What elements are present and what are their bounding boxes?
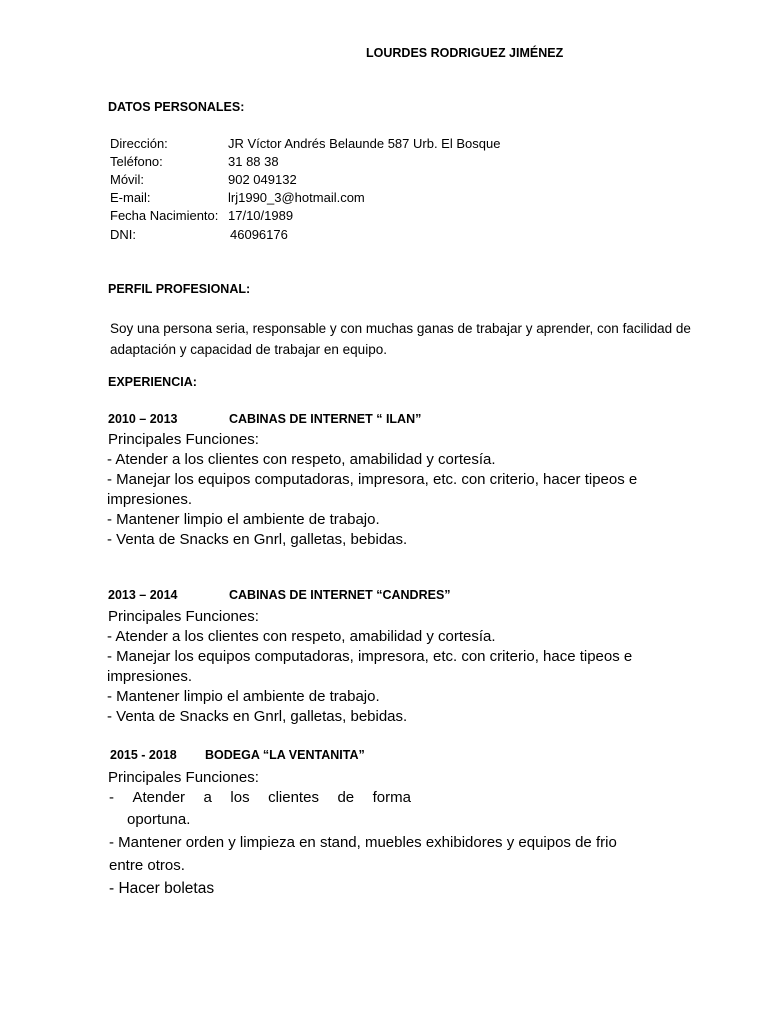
function-line: impresiones. xyxy=(107,491,193,508)
function-line: oportuna. xyxy=(127,811,191,828)
phone-label: Teléfono: xyxy=(110,154,163,169)
word: forma xyxy=(372,789,411,806)
function-line: - Mantener limpio el ambiente de trabajo. xyxy=(107,511,380,528)
job-company: CABINAS DE INTERNET “ ILAN” xyxy=(229,412,422,426)
word: Atender xyxy=(132,789,186,806)
function-line: - Mantener limpio el ambiente de trabajo. xyxy=(107,688,380,705)
email-value: lrj1990_3@hotmail.com xyxy=(228,190,365,205)
profile-heading: PERFIL PROFESIONAL: xyxy=(108,282,251,296)
experience-heading: EXPERIENCIA: xyxy=(108,375,197,389)
function-line-justified xyxy=(109,789,411,806)
functions-title: Principales Funciones: xyxy=(108,608,259,625)
address-label: Dirección: xyxy=(110,136,168,151)
dni-label: DNI: xyxy=(110,227,136,242)
word: - xyxy=(109,789,114,806)
profile-text: Soy una persona seria, responsable y con muchas ganas de trabajar y aprender, con facilidad de adaptación y capacidad de trabajar en equipo. xyxy=(110,321,691,357)
phone-value: 31 88 38 xyxy=(228,154,279,169)
dni-value: 46096176 xyxy=(230,227,288,242)
functions-title: Principales Funciones: xyxy=(108,769,259,786)
function-line: impresiones. xyxy=(107,668,193,685)
address-value: JR Víctor Andrés Belaunde 587 Urb. El Bosque xyxy=(228,136,501,151)
word: a xyxy=(203,789,212,806)
function-line: - Manejar los equipos computadoras, impresora, etc. con criterio, hacer tipeos e xyxy=(107,471,638,488)
job-years: 2013 – 2014 xyxy=(108,588,178,602)
mobile-value: 902 049132 xyxy=(228,172,297,187)
mobile-label: Móvil: xyxy=(110,172,144,187)
email-label: E-mail: xyxy=(110,190,151,205)
birthdate-value: 17/10/1989 xyxy=(228,208,294,223)
job-company: BODEGA “LA VENTANITA” xyxy=(205,748,365,762)
function-line: - Hacer boletas xyxy=(109,880,215,897)
function-line: - Venta de Snacks en Gnrl, galletas, bebidas. xyxy=(107,708,408,725)
function-line: - Manejar los equipos computadoras, impresora, etc. con criterio, hace tipeos e xyxy=(107,648,633,665)
function-line: - Mantener orden y limpieza en stand, muebles exhibidores y equipos de frio xyxy=(109,834,617,851)
function-line: entre otros. xyxy=(109,857,185,874)
birthdate-label: Fecha Nacimiento: xyxy=(110,208,219,223)
function-line: - Venta de Snacks en Gnrl, galletas, bebidas. xyxy=(107,531,408,548)
word: clientes xyxy=(268,789,319,806)
function-line: - Atender a los clientes con respeto, amabilidad y cortesía. xyxy=(107,628,496,645)
job-company: CABINAS DE INTERNET “CANDRES” xyxy=(229,588,451,602)
personal-data-heading: DATOS PERSONALES: xyxy=(108,100,245,114)
candidate-name: LOURDES RODRIGUEZ JIMÉNEZ xyxy=(366,46,564,60)
word: de xyxy=(337,789,355,806)
job-years: 2010 – 2013 xyxy=(108,412,178,426)
function-line: - Atender a los clientes con respeto, amabilidad y cortesía. xyxy=(107,451,496,468)
functions-title: Principales Funciones: xyxy=(108,431,259,448)
job-years: 2015 - 2018 xyxy=(110,748,177,762)
word: los xyxy=(230,789,250,806)
